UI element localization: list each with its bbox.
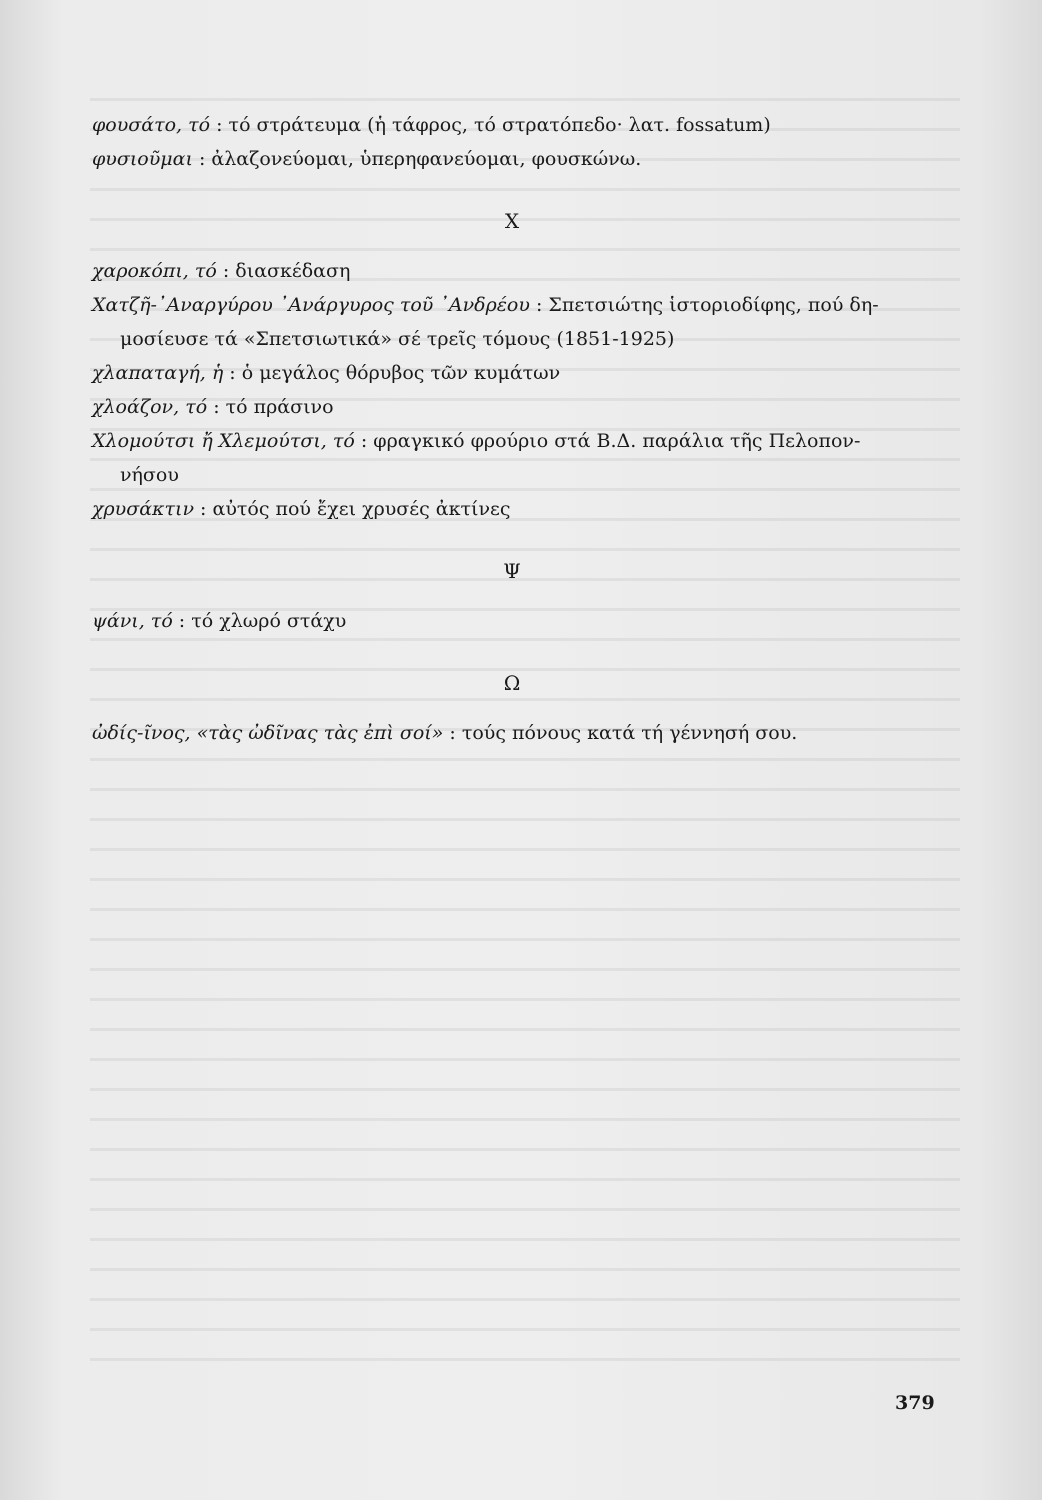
entry-term: φυσιοῦμαι	[92, 148, 193, 170]
entry-continuation: μοσίευσε τά «Σπετσιωτικά» σέ τρεῖς τόμους (1851-1925)	[120, 328, 675, 350]
glossary-entry	[92, 356, 922, 390]
glossary-entry	[92, 492, 922, 526]
entry-definition: : διασκέδαση	[216, 260, 351, 282]
entry-definition: : ὁ μεγάλος θόρυβος τῶν κυμάτων	[223, 362, 561, 384]
entry-term: χρυσάκτιν	[92, 498, 195, 520]
entry-term: Χλομούτσι ἤ Χλεμούτσι, τό	[92, 430, 355, 452]
glossary-entry	[92, 142, 922, 176]
entry-definition: : αὐτός πού ἔχει χρυσές ἀκτίνες	[194, 498, 511, 520]
entry-term: χαροκόπι, τό	[92, 260, 217, 282]
glossary-entry	[92, 424, 922, 492]
entry-definition: : τό πράσινο	[207, 396, 334, 418]
entry-definition: : τούς πόνους κατά τή γέννησή σου.	[443, 722, 798, 744]
glossary-entry	[92, 108, 922, 142]
entry-term: χλοάζον, τό	[92, 396, 208, 418]
entry-definition: : τό στράτευμα (ἡ τάφρος, τό στρατόπεδο· λατ. fossatum)	[210, 114, 771, 136]
glossary-entry	[92, 604, 922, 638]
entry-continuation: νήσου	[120, 464, 179, 486]
glossary-entry	[92, 716, 922, 750]
entry-term: χλαπαταγή, ἡ	[92, 362, 224, 384]
glossary-entry	[92, 390, 922, 424]
entry-term: ὠδίς-ῖνος, «τὰς ὠδῖνας τὰς ἐπὶ σοί»	[92, 722, 444, 744]
entry-definition: : ἀλαζονεύομαι, ὑπερηφανεύομαι, φουσκώνω.	[192, 148, 642, 170]
page-number: 379	[895, 1392, 935, 1414]
entry-term: φουσάτο, τό	[92, 114, 211, 136]
section-letter-chi: X	[504, 209, 520, 233]
entry-definition: : Σπετσιώτης ἱστοριοδίφης, πού δη-	[529, 294, 879, 316]
section-letter-psi: Ψ	[503, 559, 521, 583]
entry-term: Χατζῆ-᾽Αναργύρου ᾽Ανάργυρος τοῦ ᾽Ανδρέου	[92, 294, 530, 316]
glossary-entry	[92, 288, 922, 356]
glossary-content	[92, 108, 922, 750]
entry-definition: : φραγκικό φρούριο στά Β.Δ. παράλια τῆς Πελοπον-	[354, 430, 861, 452]
entry-term: ψάνι, τό	[92, 610, 173, 632]
section-letter-omega: Ω	[503, 671, 521, 695]
entry-definition: : τό χλωρό στάχυ	[172, 610, 347, 632]
glossary-entry	[92, 254, 922, 288]
